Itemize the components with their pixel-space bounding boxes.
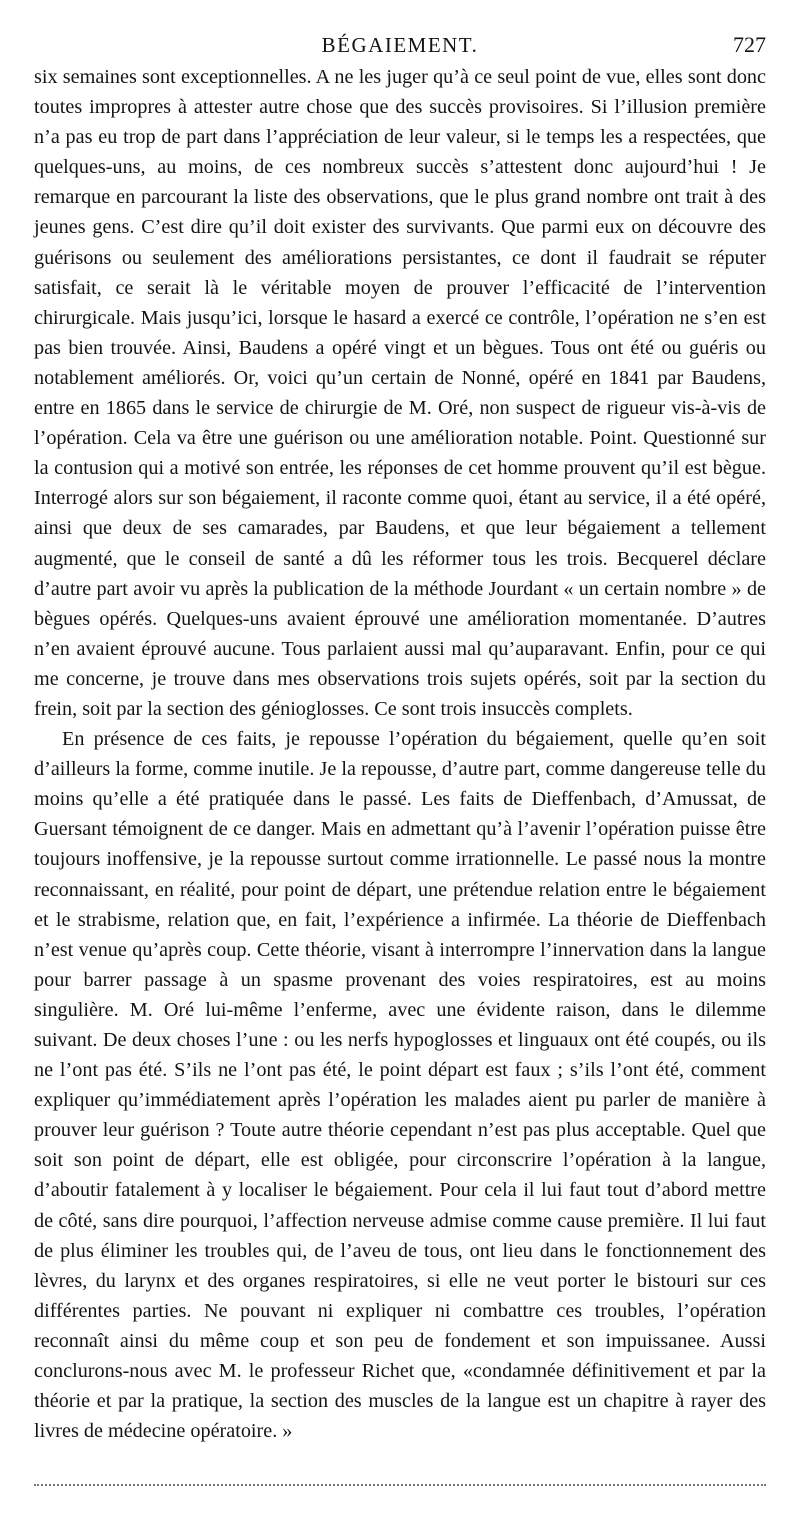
footer-dotted-rule [34, 1484, 766, 1486]
paragraph-continued: six semaines sont exceptionnelles. A ne les juger qu’à ce seul point de vue, elles sont donc toutes impropres à attester autre chose que des succès provisoires. Si l’illusion première n’a pas eu trop de part dans l’appréciation de leur valeur, si le temps les a respectées, que quelques-uns, au moins, de ces nombreux succès s’attestent donc aujourd’hui ! Je remarque en parcourant la liste des observations, que le plus grand nombre ont trait à des jeunes gens. C’est dire qu’il doit exister des survivants. Que parmi eux on découvre des guérisons ou seulement des améliorations persistantes, ce dont il faudrait se réputer satisfait, ce serait là le véritable moyen de prouver l’efficacité de l’intervention chirurgicale. Mais jusqu’ici, lorsque le hasard a exercé ce contrôle, l’opération ne s’en est pas bien trouvée. Ainsi, Baudens a opéré vingt et un bègues. Tous ont été ou guéris ou notablement améliorés. Or, voici qu’un certain de Nonné, opéré en 1841 par Baudens, entre en 1865 dans le service de chirurgie de M. Oré, non suspect de rigueur vis-à-vis de l’opération. Cela va être une guérison ou une amélioration notable. Point. Questionné sur la contusion qui a motivé son entrée, les réponses de cet homme prouvent qu’il est bègue. Interrogé alors sur son bégaiement, il raconte comme quoi, étant au service, il a été opéré, ainsi que deux de ses camarades, par Baudens, et que leur bégaiement a tellement augmenté, que le conseil de santé a dû les réformer tous les trois. Becquerel déclare d’autre part avoir vu après la publication de la méthode Jourdant « un certain nombre » de bègues opérés. Quelques-uns avaient éprouvé une amélioration momentanée. D’autres n’en avaient éprouvé aucune. Tous parlaient aussi mal qu’auparavant. Enfin, pour ce qui me concerne, je trouve dans mes observations trois sujets opérés, soit par la section du frein, soit par la section des génioglosses. Ce sont trois insuccès complets. [34, 66, 766, 720]
running-head [34, 30, 766, 60]
document-page [34, 30, 766, 1446]
paragraph-conclusion: En présence de ces faits, je repousse l’opération du bégaiement, quelle qu’en soit d’ailleurs la forme, comme inutile. Je la repousse, d’autre part, comme dangereuse telle du moins qu’elle a été pratiquée dans le passé. Les faits de Dieffenbach, d’Amussat, de Guersant témoignent de ce danger. Mais en admettant qu’à l’avenir l’opération puisse être toujours inoffensive, je la repousse surtout comme irrationnelle. Le passé nous la montre reconnaissant, en réalité, pour point de départ, une prétendue relation entre le bégaiement et le strabisme, relation que, en fait, l’expérience a infirmée. La théorie de Dieffenbach n’est venue qu’après coup. Cette théorie, visant à interrompre l’innervation dans la langue pour barrer passage à un spasme provenant des voies respiratoires, est au moins singulière. M. Oré lui-même l’enferme, avec une évidente raison, dans le dilemme suivant. De deux choses l’une : ou les nerfs hypoglosses et linguaux ont été coupés, ou ils ne l’ont pas été. S’ils ne l’ont pas été, le point départ est faux ; s’ils l’ont été, comment expliquer qu’immédiatement après l’opération les malades aient pu parler de manière à prouver leur guérison ? Toute autre théorie cependant n’est pas plus acceptable. Quel que soit son point de départ, elle est obligée, pour circonscrire l’opération à la langue, d’aboutir fatalement à y localiser le bégaiement. Pour cela il lui faut tout d’abord mettre de côté, sans dire pourquoi, l’affection nerveuse admise comme cause première. Il lui faut de plus éliminer les troubles qui, de l’aveu de tous, ont lieu dans le fonctionnement des lèvres, du larynx et des organes respiratoires, si elle ne veut porter le bistouri sur ces différentes parties. Ne pouvant ni expliquer ni combattre ces troubles, l’opération reconnaît ainsi du même coup et son peu de fondement et son impuissanee. Aussi conclurons-nous avec M. le professeur Richet que, «condamnée définitivement et par la théorie et par la pratique, la section des muscles de la langue est un chapitre à rayer des livres de médecine opératoire. » [34, 728, 766, 1443]
page-number: 727 [733, 32, 766, 57]
running-title: BÉGAIEMENT. [321, 33, 479, 57]
body-text [34, 62, 766, 1446]
